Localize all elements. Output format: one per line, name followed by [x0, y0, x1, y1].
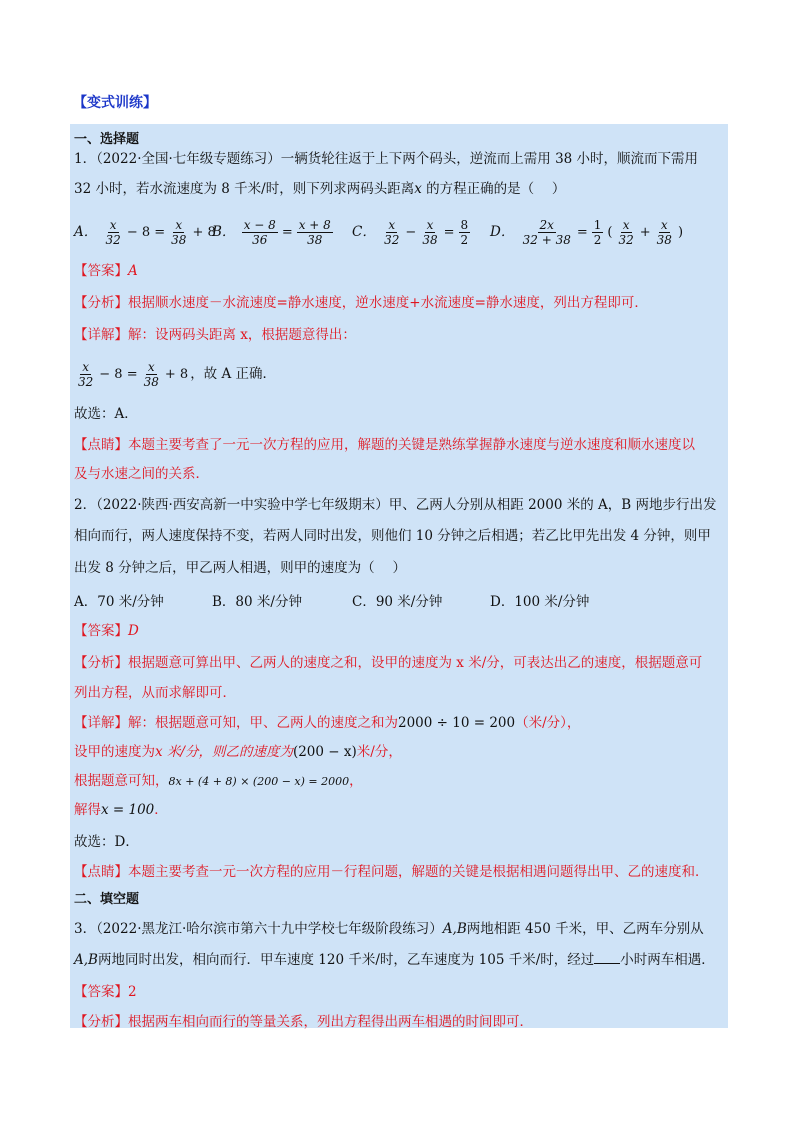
q1-detail: 【详解】解：设两码头距离 x，根据题意得出： [74, 327, 356, 343]
q2-comment: 【点睛】本题主要考查一元一次方程的应用－行程问题，解题的关键是根据相遇问题得出甲、乙的速度和． [74, 864, 709, 880]
q2-stem-line2: 相向而行，两人速度保持不变，若两人同时出发，则他们 10 分钟之后相遇；若乙比甲先出发 4 分钟，则甲 [74, 528, 711, 544]
q1-answer: 【答案】A [74, 263, 138, 279]
q2-option-b: B．80 米/分钟 [212, 594, 302, 610]
q1-option-d: D． $\frac{2x}{32 + 38}$ = $\frac{1}{2}$ ( $\frac{x}{32}$ + $\frac{x}{38}$ ) [490, 218, 684, 247]
q2-stem-line3: 出发 8 分钟之后，甲乙两人相遇，则甲的速度为（ ） [74, 560, 406, 576]
q2-analysis-line2: 列出方程，从而求解即可． [74, 685, 236, 701]
q2-choose: 故选：D． [74, 834, 139, 850]
q1-analysis: 【分析】根据顺水速度－水流速度=静水速度，逆水速度+水流速度=静水速度，列出方程即可． [74, 295, 648, 311]
q1-comment-line2: 及与水速之间的关系． [74, 466, 209, 482]
q2-analysis-line1: 【分析】根据题意可算出甲、乙两人的速度之和，设甲的速度为 x 米/分，可表达出乙的速度，根据题意可 [74, 655, 703, 671]
q2-detail-line3: 根据题意可知，8x + (4 + 8) × (200 − x) = 2000， [74, 773, 363, 789]
q2-option-c: C．90 米/分钟 [352, 594, 443, 610]
q3-stem-line2: A,B两地同时出发，相向而行．甲车速度 120 千米/时，乙车速度为 105 千米/时，经过 小时两车相遇． [74, 952, 715, 968]
q1-choose: 故选：A． [74, 406, 138, 422]
q3-analysis: 【分析】根据两车相向而行的等量关系，列出方程得出两车相遇的时间即可． [74, 1014, 533, 1030]
section-title: 【变式训练】 [73, 95, 157, 111]
q1-stem-line2: 32 小时，若水流速度为 8 千米/时，则下列求两码头距离x 的方程正确的是（ ） [74, 181, 566, 197]
answer-blank[interactable] [594, 951, 620, 964]
q2-stem-line1: 2．（2022·陕西·西安高新一中实验中学七年级期末）甲、乙两人分别从相距 2000 米的 A，B 两地步行出发 [74, 497, 717, 513]
q1-option-b: B． $\frac{x - 8}{36}$ = $\frac{x + 8}{38}$ [212, 218, 331, 247]
q2-detail-line1: 【详解】解：根据题意可知，甲、乙两人的速度之和为2000 ÷ 10 = 200（米/分）， [74, 715, 581, 731]
q1-stem-line1: 1．（2022·全国·七年级专题练习）一辆货轮往返于上下两个码头，逆流而上需用 38 小时，顺流而下需用 [74, 151, 699, 167]
q2-detail-line2: 设甲的速度为x 米/分，则乙的速度为(200 − x)米/分， [74, 744, 402, 760]
part-heading-fill: 二、填空题 [74, 892, 140, 907]
q2-detail-line4: 解得x = 100． [74, 802, 168, 818]
q2-answer: 【答案】D [74, 623, 139, 639]
q1-detail-equation: $\frac{x}{32}$ − 8 = $\frac{x}{38}$ + 8 ，故 A 正确． [78, 360, 277, 389]
q3-answer: 【答案】2 [74, 984, 137, 1000]
q1-option-c: C． $\frac{x}{32}$ − $\frac{x}{38}$ = $\frac{8}{2}$ [352, 218, 469, 247]
q2-option-d: D．100 米/分钟 [490, 594, 590, 610]
part-heading-choice: 一、选择题 [74, 132, 140, 147]
q1-comment-line1: 【点睛】本题主要考查了一元一次方程的应用，解题的关键是熟练掌握静水速度与逆水速度和顺水速度以 [74, 437, 695, 453]
q2-option-a: A．70 米/分钟 [74, 594, 164, 610]
q1-option-a: A． $\frac{x}{32}$ − 8 = $\frac{x}{38}$ + 8 [74, 218, 216, 247]
q3-stem-line1: 3．（2022·黑龙江·哈尔滨市第六十九中学校七年级阶段练习）A,B两地相距 450 千米，甲、乙两车分别从 [74, 921, 704, 937]
